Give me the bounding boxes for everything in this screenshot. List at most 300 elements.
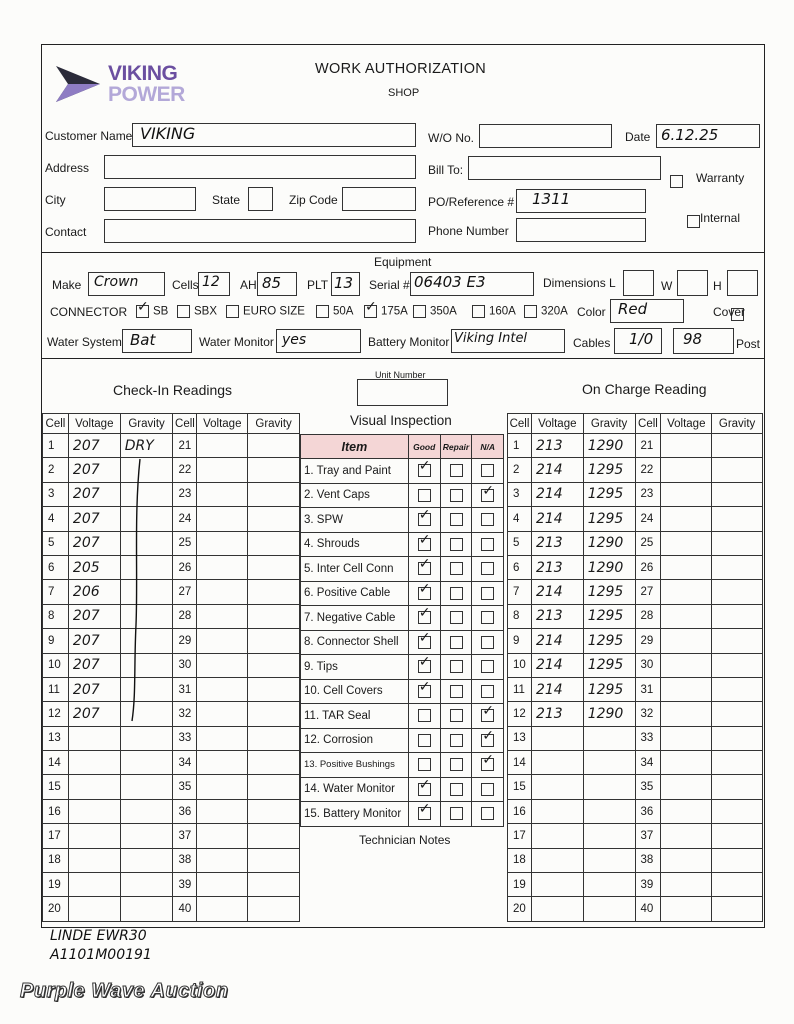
- gravity-cell[interactable]: [712, 555, 763, 579]
- gravity-cell[interactable]: [583, 897, 635, 921]
- checkbox-na[interactable]: [481, 611, 494, 624]
- voltage-cell[interactable]: 214: [531, 653, 583, 677]
- checkbox-repair[interactable]: [450, 783, 463, 796]
- inspection-good-cell: [408, 630, 440, 655]
- dimension-h-label: H: [713, 279, 722, 293]
- checkbox-good[interactable]: [418, 611, 431, 624]
- cell-number: 7: [508, 580, 532, 604]
- gravity-cell[interactable]: [248, 580, 300, 604]
- gravity-cell[interactable]: [248, 848, 300, 872]
- cell-number: 27: [635, 580, 661, 604]
- inspection-item-label: 3. SPW: [301, 508, 409, 533]
- gravity-cell[interactable]: [712, 507, 763, 531]
- gravity-cell[interactable]: 1295: [583, 580, 635, 604]
- cell-number: 31: [635, 677, 661, 701]
- gravity-cell[interactable]: [248, 873, 300, 897]
- checkbox-repair[interactable]: [450, 513, 463, 526]
- cell-number: 16: [43, 799, 69, 823]
- water-system-label: Water System: [47, 335, 122, 349]
- checkbox-repair[interactable]: [450, 734, 463, 747]
- cell-number: 21: [173, 434, 197, 458]
- voltage-cell[interactable]: 207: [68, 604, 120, 628]
- checkbox-repair[interactable]: [450, 464, 463, 477]
- bill-to-label: Bill To:: [428, 163, 464, 177]
- checkbox-na[interactable]: [481, 587, 494, 600]
- voltage-cell[interactable]: 207: [68, 507, 120, 531]
- gravity-cell[interactable]: [583, 775, 635, 799]
- gravity-cell[interactable]: [583, 751, 635, 775]
- gravity-cell[interactable]: [248, 604, 300, 628]
- voltage-cell[interactable]: 207: [68, 458, 120, 482]
- gravity-cell[interactable]: [248, 629, 300, 653]
- cell-number: 4: [43, 507, 69, 531]
- connector-350a[interactable]: [413, 305, 457, 318]
- cell-number: 13: [43, 726, 69, 750]
- gravity-cell[interactable]: [248, 677, 300, 701]
- gravity-cell[interactable]: [120, 726, 173, 750]
- gravity-cell[interactable]: [248, 824, 300, 848]
- voltage-cell[interactable]: [661, 873, 712, 897]
- inspection-na-cell: [472, 704, 504, 729]
- dimension-w-field[interactable]: [677, 270, 708, 296]
- checkbox-icon[interactable]: [316, 305, 329, 318]
- voltage-cell[interactable]: [68, 799, 120, 823]
- checkbox-na[interactable]: [481, 538, 494, 551]
- voltage-cell[interactable]: [197, 482, 248, 506]
- checkbox-repair[interactable]: [450, 538, 463, 551]
- voltage-cell[interactable]: [68, 897, 120, 921]
- voltage-cell[interactable]: [661, 824, 712, 848]
- voltage-cell[interactable]: [661, 458, 712, 482]
- voltage-cell[interactable]: [197, 531, 248, 555]
- checkbox-good[interactable]: [418, 513, 431, 526]
- voltage-cell[interactable]: [197, 897, 248, 921]
- gravity-cell[interactable]: [248, 653, 300, 677]
- checkbox-na[interactable]: [481, 464, 494, 477]
- gravity-cell[interactable]: [120, 848, 173, 872]
- gravity-cell[interactable]: [120, 824, 173, 848]
- checkbox-icon[interactable]: [226, 305, 239, 318]
- gravity-cell[interactable]: [248, 751, 300, 775]
- voltage-cell[interactable]: [661, 775, 712, 799]
- connector-175a[interactable]: [364, 305, 408, 318]
- checkbox-na[interactable]: [481, 685, 494, 698]
- inspection-repair-cell: [440, 581, 472, 606]
- cell-number: 6: [43, 555, 69, 579]
- gravity-cell[interactable]: [712, 531, 763, 555]
- cell-number: 34: [173, 751, 197, 775]
- voltage-cell[interactable]: [197, 873, 248, 897]
- inspection-row: [301, 459, 504, 484]
- cell-number: 26: [173, 555, 197, 579]
- inspection-item-label: 11. TAR Seal: [301, 704, 409, 729]
- make-label: Make: [52, 278, 82, 292]
- voltage-cell[interactable]: [197, 458, 248, 482]
- checkbox-icon[interactable]: [177, 305, 190, 318]
- voltage-cell[interactable]: [531, 751, 583, 775]
- checkbox-repair[interactable]: [450, 489, 463, 502]
- gravity-cell[interactable]: [248, 702, 300, 726]
- gravity-cell[interactable]: [712, 751, 763, 775]
- cell-number: 17: [43, 824, 69, 848]
- oncharge-col-voltage: Voltage: [661, 414, 712, 434]
- gravity-cell[interactable]: 1295: [583, 677, 635, 701]
- wo-field[interactable]: [479, 124, 612, 148]
- gravity-cell[interactable]: [583, 848, 635, 872]
- gravity-cell[interactable]: [583, 726, 635, 750]
- zip-field[interactable]: [342, 187, 416, 211]
- voltage-cell[interactable]: [197, 848, 248, 872]
- gravity-cell[interactable]: [248, 799, 300, 823]
- gravity-cell[interactable]: [248, 555, 300, 579]
- date-label: Date: [625, 130, 651, 144]
- voltage-cell[interactable]: [68, 824, 120, 848]
- checkbox-icon[interactable]: [524, 305, 537, 318]
- voltage-cell[interactable]: 205: [68, 555, 120, 579]
- checkbox-good[interactable]: [418, 660, 431, 673]
- voltage-cell[interactable]: 207: [68, 702, 120, 726]
- checkbox-good[interactable]: [418, 489, 431, 502]
- voltage-cell[interactable]: [197, 751, 248, 775]
- gravity-cell[interactable]: [120, 897, 173, 921]
- voltage-cell[interactable]: [197, 824, 248, 848]
- voltage-cell[interactable]: [661, 702, 712, 726]
- gravity-cell[interactable]: [712, 799, 763, 823]
- checkbox-good[interactable]: [418, 587, 431, 600]
- voltage-cell[interactable]: [68, 726, 120, 750]
- gravity-cell[interactable]: [712, 580, 763, 604]
- voltage-cell[interactable]: 214: [531, 677, 583, 701]
- wo-label: W/O No.: [428, 131, 475, 145]
- gravity-cell[interactable]: 1295: [583, 507, 635, 531]
- table-row: [43, 458, 300, 482]
- checkbox-na[interactable]: [481, 758, 494, 771]
- checkbox-icon[interactable]: [136, 305, 149, 318]
- inspection-repair-cell: [440, 630, 472, 655]
- gravity-cell[interactable]: [712, 848, 763, 872]
- checkbox-good[interactable]: [418, 464, 431, 477]
- cell-number: 18: [508, 848, 532, 872]
- vi-col-na: N/A: [472, 435, 504, 459]
- connector-50a[interactable]: [316, 305, 353, 318]
- voltage-cell[interactable]: 213: [531, 604, 583, 628]
- voltage-cell[interactable]: [661, 629, 712, 653]
- voltage-cell[interactable]: 213: [531, 555, 583, 579]
- dimensions-label: Dimensions L: [543, 276, 616, 290]
- voltage-cell[interactable]: [197, 629, 248, 653]
- checkbox-na[interactable]: [481, 636, 494, 649]
- inspection-item-label: 7. Negative Cable: [301, 606, 409, 631]
- dimension-l-field[interactable]: [623, 270, 654, 296]
- ah-label: AH: [240, 278, 257, 292]
- date-value: 6.12.25: [661, 126, 719, 144]
- gravity-cell[interactable]: 1295: [583, 458, 635, 482]
- inspection-good-cell: [408, 679, 440, 704]
- gravity-cell[interactable]: [712, 726, 763, 750]
- gravity-cell[interactable]: [712, 482, 763, 506]
- cell-number: 39: [173, 873, 197, 897]
- post-label: Post: [736, 337, 761, 351]
- checkbox-good[interactable]: [418, 685, 431, 698]
- checkbox-repair[interactable]: [450, 562, 463, 575]
- voltage-cell[interactable]: 207: [68, 531, 120, 555]
- table-row: [43, 507, 300, 531]
- inspection-na-cell: [472, 557, 504, 582]
- voltage-cell[interactable]: [661, 799, 712, 823]
- cell-number: 40: [173, 897, 197, 921]
- gravity-cell[interactable]: 1295: [583, 653, 635, 677]
- checkbox-good[interactable]: [418, 734, 431, 747]
- gravity-cell[interactable]: [583, 824, 635, 848]
- checkbox-good[interactable]: [418, 538, 431, 551]
- voltage-cell[interactable]: [197, 604, 248, 628]
- phone-label: Phone Number: [428, 224, 509, 238]
- color-value: Red: [618, 300, 648, 318]
- inspection-repair-cell: [440, 508, 472, 533]
- gravity-cell[interactable]: [248, 458, 300, 482]
- gravity-cell[interactable]: [712, 458, 763, 482]
- gravity-cell[interactable]: [248, 897, 300, 921]
- voltage-cell[interactable]: [68, 751, 120, 775]
- voltage-cell[interactable]: [661, 580, 712, 604]
- cell-number: 25: [173, 531, 197, 555]
- inspection-good-cell: [408, 581, 440, 606]
- voltage-cell[interactable]: 207: [68, 653, 120, 677]
- voltage-cell[interactable]: 214: [531, 482, 583, 506]
- cell-number: 13: [508, 726, 532, 750]
- inspection-repair-cell: [440, 655, 472, 680]
- voltage-cell[interactable]: 207: [68, 677, 120, 701]
- bill-to-field[interactable]: [468, 156, 661, 180]
- checkbox-good[interactable]: [418, 562, 431, 575]
- checkbox-na[interactable]: [481, 807, 494, 820]
- gravity-cell[interactable]: [120, 751, 173, 775]
- voltage-cell[interactable]: [197, 726, 248, 750]
- gravity-cell[interactable]: [248, 775, 300, 799]
- voltage-cell[interactable]: [661, 726, 712, 750]
- vi-col-good: Good: [408, 435, 440, 459]
- voltage-cell[interactable]: [197, 702, 248, 726]
- gravity-cell[interactable]: [712, 629, 763, 653]
- table-row: [43, 604, 300, 628]
- voltage-cell[interactable]: 214: [531, 629, 583, 653]
- connector-sb[interactable]: [136, 305, 168, 318]
- gravity-cell[interactable]: 1290: [583, 434, 635, 458]
- voltage-cell[interactable]: 213: [531, 702, 583, 726]
- table-row: [43, 531, 300, 555]
- gravity-cell[interactable]: [712, 434, 763, 458]
- inspection-na-cell: [472, 679, 504, 704]
- voltage-cell[interactable]: [68, 873, 120, 897]
- voltage-cell[interactable]: [661, 507, 712, 531]
- warranty-checkbox[interactable]: [670, 175, 683, 188]
- checkbox-na[interactable]: [481, 660, 494, 673]
- checkbox-good[interactable]: [418, 807, 431, 820]
- connector-320a-label: 320A: [541, 305, 568, 318]
- gravity-cell[interactable]: [248, 507, 300, 531]
- gravity-cell[interactable]: [120, 775, 173, 799]
- gravity-cell[interactable]: 1290: [583, 531, 635, 555]
- gravity-cell[interactable]: 1295: [583, 482, 635, 506]
- voltage-cell[interactable]: 206: [68, 580, 120, 604]
- gravity-cell[interactable]: 1295: [583, 604, 635, 628]
- voltage-cell[interactable]: [661, 531, 712, 555]
- cell-number: 18: [43, 848, 69, 872]
- gravity-cell[interactable]: [712, 677, 763, 701]
- checkbox-icon[interactable]: [413, 305, 426, 318]
- gravity-cell[interactable]: [248, 434, 300, 458]
- gravity-cell[interactable]: DRY: [120, 434, 173, 458]
- voltage-cell[interactable]: [68, 848, 120, 872]
- voltage-cell[interactable]: 214: [531, 507, 583, 531]
- gravity-cell[interactable]: [120, 799, 173, 823]
- contact-field[interactable]: [104, 219, 416, 243]
- inspection-item-label: 2. Vent Caps: [301, 483, 409, 508]
- gravity-cell[interactable]: [583, 873, 635, 897]
- voltage-cell[interactable]: [661, 751, 712, 775]
- table-row: [43, 653, 300, 677]
- gravity-cell[interactable]: [712, 897, 763, 921]
- voltage-cell[interactable]: [531, 726, 583, 750]
- voltage-cell[interactable]: [661, 897, 712, 921]
- checkbox-repair[interactable]: [450, 685, 463, 698]
- voltage-cell[interactable]: [531, 873, 583, 897]
- checkbox-na[interactable]: [481, 734, 494, 747]
- checkbox-good[interactable]: [418, 783, 431, 796]
- inspection-repair-cell: [440, 557, 472, 582]
- gravity-cell[interactable]: [712, 604, 763, 628]
- cell-number: 3: [43, 482, 69, 506]
- checkbox-na[interactable]: [481, 513, 494, 526]
- cell-number: 14: [43, 751, 69, 775]
- visual-inspection-table: [300, 434, 504, 827]
- voltage-cell[interactable]: [661, 653, 712, 677]
- voltage-cell[interactable]: 207: [68, 434, 120, 458]
- inspection-na-cell: [472, 508, 504, 533]
- voltage-cell[interactable]: [197, 555, 248, 579]
- footer-note-line1: LINDE EWR30: [50, 928, 147, 944]
- connector-320a[interactable]: [524, 305, 568, 318]
- checkin-col-gravity: Gravity: [120, 414, 173, 434]
- inspection-row: [301, 532, 504, 557]
- voltage-cell[interactable]: [68, 775, 120, 799]
- voltage-cell[interactable]: [531, 775, 583, 799]
- voltage-cell[interactable]: [197, 775, 248, 799]
- voltage-cell[interactable]: [531, 897, 583, 921]
- phone-field[interactable]: [516, 218, 646, 242]
- gravity-cell[interactable]: [712, 653, 763, 677]
- voltage-cell[interactable]: [197, 434, 248, 458]
- gravity-cell[interactable]: [583, 799, 635, 823]
- checkbox-na[interactable]: [481, 783, 494, 796]
- checkbox-icon[interactable]: [472, 305, 485, 318]
- inspection-item-label: 10. Cell Covers: [301, 679, 409, 704]
- voltage-cell[interactable]: 214: [531, 580, 583, 604]
- dimension-h-field[interactable]: [727, 270, 758, 296]
- voltage-cell[interactable]: [197, 507, 248, 531]
- gravity-cell[interactable]: [120, 873, 173, 897]
- checkbox-icon[interactable]: [364, 305, 377, 318]
- voltage-cell[interactable]: [197, 799, 248, 823]
- checkbox-repair[interactable]: [450, 587, 463, 600]
- checkbox-good[interactable]: [418, 636, 431, 649]
- gravity-cell[interactable]: 1290: [583, 555, 635, 579]
- connector-sbx[interactable]: [177, 305, 217, 318]
- table-row: [508, 677, 763, 701]
- water-monitor-label: Water Monitor: [199, 335, 274, 349]
- checkbox-na[interactable]: [481, 562, 494, 575]
- gravity-cell[interactable]: [712, 702, 763, 726]
- unit-number-field[interactable]: [357, 379, 448, 406]
- voltage-cell[interactable]: 207: [68, 629, 120, 653]
- voltage-cell[interactable]: [661, 604, 712, 628]
- gravity-cell[interactable]: [712, 873, 763, 897]
- inspection-na-cell: [472, 728, 504, 753]
- gravity-cell[interactable]: [712, 824, 763, 848]
- voltage-cell[interactable]: [531, 824, 583, 848]
- cables-label: Cables: [573, 336, 611, 350]
- voltage-cell[interactable]: 214: [531, 458, 583, 482]
- checkbox-na[interactable]: [481, 489, 494, 502]
- address-field[interactable]: [104, 155, 416, 179]
- inspection-row: [301, 679, 504, 704]
- voltage-cell[interactable]: [661, 848, 712, 872]
- checkbox-repair[interactable]: [450, 758, 463, 771]
- oncharge-header-row: [508, 414, 763, 434]
- voltage-cell[interactable]: 207: [68, 482, 120, 506]
- cell-number: 26: [635, 555, 661, 579]
- cell-number: 19: [508, 873, 532, 897]
- voltage-cell[interactable]: [197, 653, 248, 677]
- gravity-cell[interactable]: [248, 726, 300, 750]
- checkbox-repair[interactable]: [450, 636, 463, 649]
- voltage-cell[interactable]: [531, 848, 583, 872]
- checkbox-na[interactable]: [481, 709, 494, 722]
- checkbox-good[interactable]: [418, 758, 431, 771]
- voltage-cell[interactable]: 213: [531, 531, 583, 555]
- checkbox-repair[interactable]: [450, 660, 463, 673]
- voltage-cell[interactable]: [661, 677, 712, 701]
- gravity-cell[interactable]: 1295: [583, 629, 635, 653]
- inspection-na-cell: [472, 753, 504, 778]
- gravity-cell[interactable]: [712, 775, 763, 799]
- state-field[interactable]: [248, 187, 273, 211]
- checkbox-repair[interactable]: [450, 611, 463, 624]
- internal-checkbox[interactable]: [687, 215, 700, 228]
- voltage-cell[interactable]: [531, 799, 583, 823]
- checkbox-repair[interactable]: [450, 709, 463, 722]
- connector-160a[interactable]: [472, 305, 516, 318]
- voltage-cell[interactable]: [661, 555, 712, 579]
- checkbox-good[interactable]: [418, 709, 431, 722]
- gravity-cell[interactable]: [248, 482, 300, 506]
- voltage-cell[interactable]: [661, 482, 712, 506]
- city-field[interactable]: [104, 187, 196, 211]
- cell-number: 16: [508, 799, 532, 823]
- voltage-cell[interactable]: [197, 580, 248, 604]
- inspection-repair-cell: [440, 483, 472, 508]
- gravity-cell[interactable]: 1290: [583, 702, 635, 726]
- voltage-cell[interactable]: [661, 434, 712, 458]
- checkin-col-gravity: Gravity: [248, 414, 300, 434]
- inspection-repair-cell: [440, 532, 472, 557]
- oncharge-col-gravity: Gravity: [712, 414, 763, 434]
- checkbox-repair[interactable]: [450, 807, 463, 820]
- voltage-cell[interactable]: 213: [531, 434, 583, 458]
- gravity-cell[interactable]: [248, 531, 300, 555]
- connector-euro[interactable]: [226, 305, 305, 318]
- voltage-cell[interactable]: [197, 677, 248, 701]
